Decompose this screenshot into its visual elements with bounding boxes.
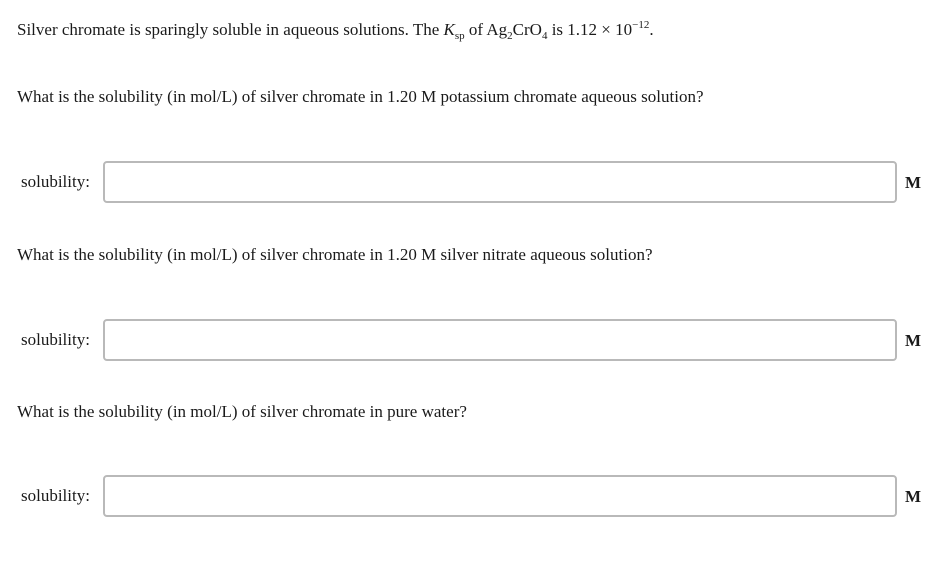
question-prompt: What is the solubility (in mol/L) of silver chromate in 1.20 M silver nitrate aqueous solution? bbox=[17, 245, 653, 264]
solubility-label: solubility: bbox=[21, 486, 90, 505]
answer-row bbox=[0, 475, 946, 517]
formula-ag-subscript: 2 bbox=[507, 30, 513, 42]
ksp-exponent: −12 bbox=[632, 19, 650, 31]
solubility-label: solubility: bbox=[21, 172, 90, 191]
formula-cro: CrO bbox=[512, 20, 542, 39]
intro-text-is: is 1.12 × 10 bbox=[547, 20, 633, 39]
unit-label: M bbox=[905, 331, 922, 350]
solubility-input[interactable] bbox=[103, 475, 897, 517]
ksp-symbol: K bbox=[443, 20, 455, 39]
intro-text: Silver chromate is sparingly soluble in aqueous solutions. The bbox=[17, 20, 444, 39]
intro-text-of: of bbox=[464, 20, 487, 39]
intro-text-end: . bbox=[649, 20, 654, 39]
question-prompt: What is the solubility (in mol/L) of silver chromate in 1.20 M potassium chromate aqueous solution? bbox=[17, 87, 704, 106]
answer-row bbox=[0, 161, 946, 203]
answer-row bbox=[0, 319, 946, 361]
formula-ag: Ag bbox=[486, 20, 508, 39]
unit-label: M bbox=[905, 173, 922, 192]
solubility-input[interactable] bbox=[103, 319, 897, 361]
ksp-subscript: sp bbox=[454, 30, 465, 42]
question-prompt: What is the solubility (in mol/L) of silver chromate in pure water? bbox=[17, 402, 467, 421]
solubility-input[interactable] bbox=[103, 161, 897, 203]
formula-cro-subscript: 4 bbox=[541, 30, 548, 42]
problem-statement bbox=[17, 18, 654, 42]
solubility-label: solubility: bbox=[21, 330, 90, 349]
unit-label: M bbox=[905, 487, 922, 506]
